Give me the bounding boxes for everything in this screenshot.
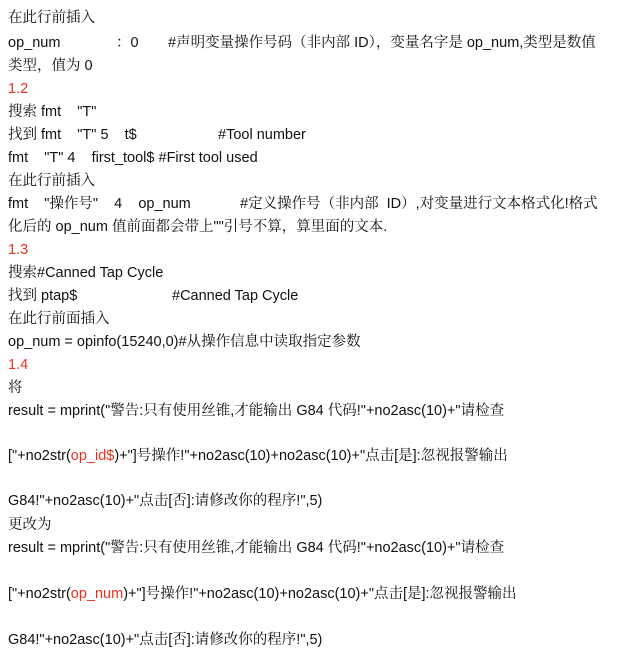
first-tool-line: fmt "T" 4 first_tool$ #First tool used [8,150,258,166]
op-num-declaration-comment: #声明变量操作号码（非内部 ID），变量名字是 op_num,类型是数值 [168,35,596,51]
modified-mprint-line-2 [8,585,517,603]
original-mprint-prefix: ["+no2str( [8,448,71,464]
insert-before-line-1: 在此行前插入 [8,10,95,26]
replace-to-label: 更改为 [8,517,52,533]
section-heading-1-4: 1.4 [8,357,29,373]
found-fmt-t-comment: #Tool number [218,127,306,143]
opinfo-line: op_num = opinfo(15240,0)#从操作信息中读取指定参数 [8,334,361,350]
section-heading-1-3: 1.3 [8,242,29,258]
op-num-variable: op_num [70,586,124,602]
replace-from-label: 将 [8,380,23,396]
fmt-op-num-comment-cont: 化后的 op_num 值前面都会带上""引号不算，算里面的文本. [8,219,388,235]
modified-mprint-line-3: G84!"+no2asc(10)+"点击[否]:请修改你的程序!",5) [8,632,323,648]
original-mprint-suffix: )+"]号操作!"+no2asc(10)+no2asc(10)+"点击[是]:忽视报警输出 [114,448,508,464]
insert-before-line-2: 在此行前插入 [8,173,95,189]
original-mprint-line-2 [8,447,508,465]
found-fmt-t-line: 找到 fmt "T" 5 t$ [8,127,137,143]
found-ptap-line: 找到 ptap$ [8,288,78,304]
original-mprint-line-3: G84!"+no2asc(10)+"点击[否]:请修改你的程序!",5) [8,493,323,509]
fmt-op-num-comment: #定义操作号（非内部 ID）,对变量进行文本格式化!格式 [240,196,598,212]
insert-before-line-3: 在此行前面插入 [8,311,110,327]
modified-mprint-suffix: )+"]号操作!"+no2asc(10)+no2asc(10)+"点击[是]:忽视报警输出 [123,586,517,602]
op-num-declaration-comment-cont: 类型，值为 0 [8,58,93,74]
modified-mprint-prefix: ["+no2str( [8,586,71,602]
modified-mprint-line-1: result = mprint("警告:只有使用丝锥,才能输出 G84 代码!"+no2asc(10)+"请检查 [8,540,505,556]
search-canned-tap-line: 搜索#Canned Tap Cycle [8,265,164,281]
section-heading-1-2: 1.2 [8,81,29,97]
op-num-declaration-value: ：0 [116,35,139,51]
search-fmt-t-line: 搜索 fmt "T" [8,104,97,120]
found-ptap-comment: #Canned Tap Cycle [172,288,299,304]
op-num-declaration-name: op_num [8,35,61,51]
fmt-op-num-code: fmt "操作号" 4 op_num [8,196,191,212]
op-id-variable: op_id$ [70,448,115,464]
original-mprint-line-1: result = mprint("警告:只有使用丝锥,才能输出 G84 代码!"+no2asc(10)+"请检查 [8,403,505,419]
